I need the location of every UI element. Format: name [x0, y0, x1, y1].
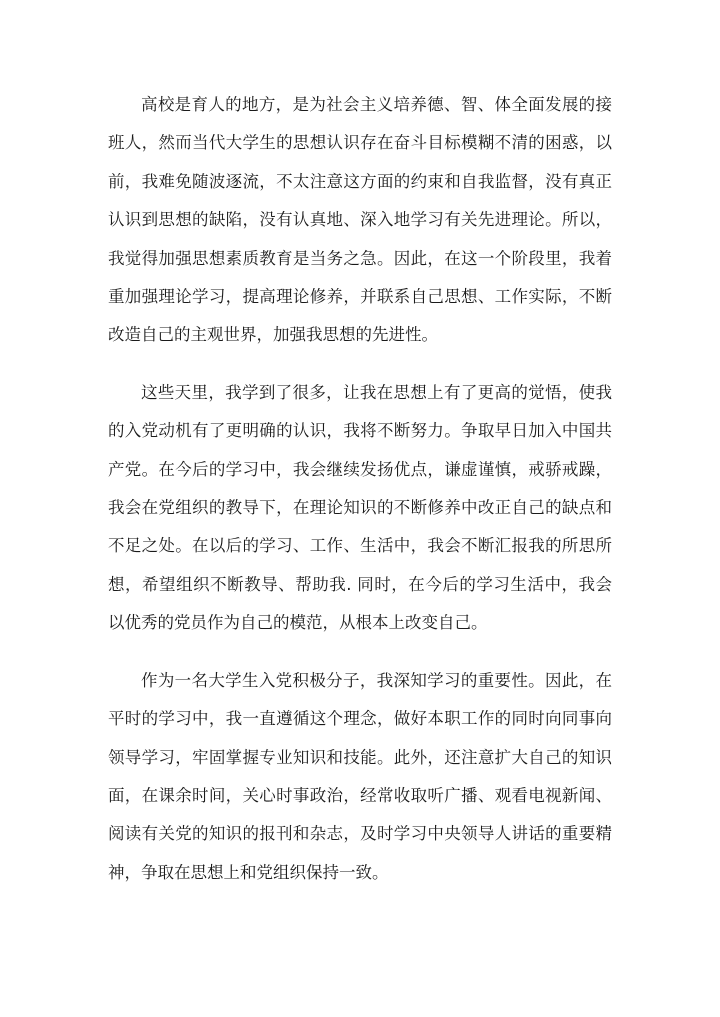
paragraph-2: 这些天里，我学到了很多，让我在思想上有了更高的觉悟，使我的入党动机有了更明确的认识，我将不断努力。争取早日加入中国共产党。在今后的学习中，我会继续发扬优点，谦虚谨慎，戒骄戒躁，我会在党组织的教导下，在理论知识的不断修养中改正自己的缺点和不足之处。在以后的学习、工作、生活中，我会不断汇报我的所思所想，希望组织不断教导、帮助我. 同时，在今后的学习生活中，我会以优秀的党员作为自己的模范，从根本上改变自己。	[108, 382, 612, 633]
paragraph-3: 作为一名大学生入党积极分子，我深知学习的重要性。因此，在平时的学习中，我一直遵循这个理念，做好本职工作的同时向同事向领导学习，牢固掌握专业知识和技能。此外，还注意扩大自己的知识面，在课余时间，关心时事政治，经常收取听广播、观看电视新闻、阅读有关党的知识的报刊和杂志，及时学习中央领导人讲话的重要精神，争取在思想上和党组织保持一致。	[108, 670, 612, 882]
document-page	[108, 86, 612, 892]
paragraph-1: 高校是育人的地方，是为社会主义培养德、智、体全面发展的接班人，然而当代大学生的思想认识存在奋斗目标模糊不清的困惑，以前，我难免随波逐流，不太注意这方面的约束和自我监督，没有真正认识到思想的缺陷，没有认真地、深入地学习有关先进理论。所以，我觉得加强思想素质教育是当务之急。因此，在这一个阶段里，我着重加强理论学习，提高理论修养，并联系自己思想、工作实际，不断改造自己的主观世界，加强我思想的先进性。	[108, 95, 612, 345]
